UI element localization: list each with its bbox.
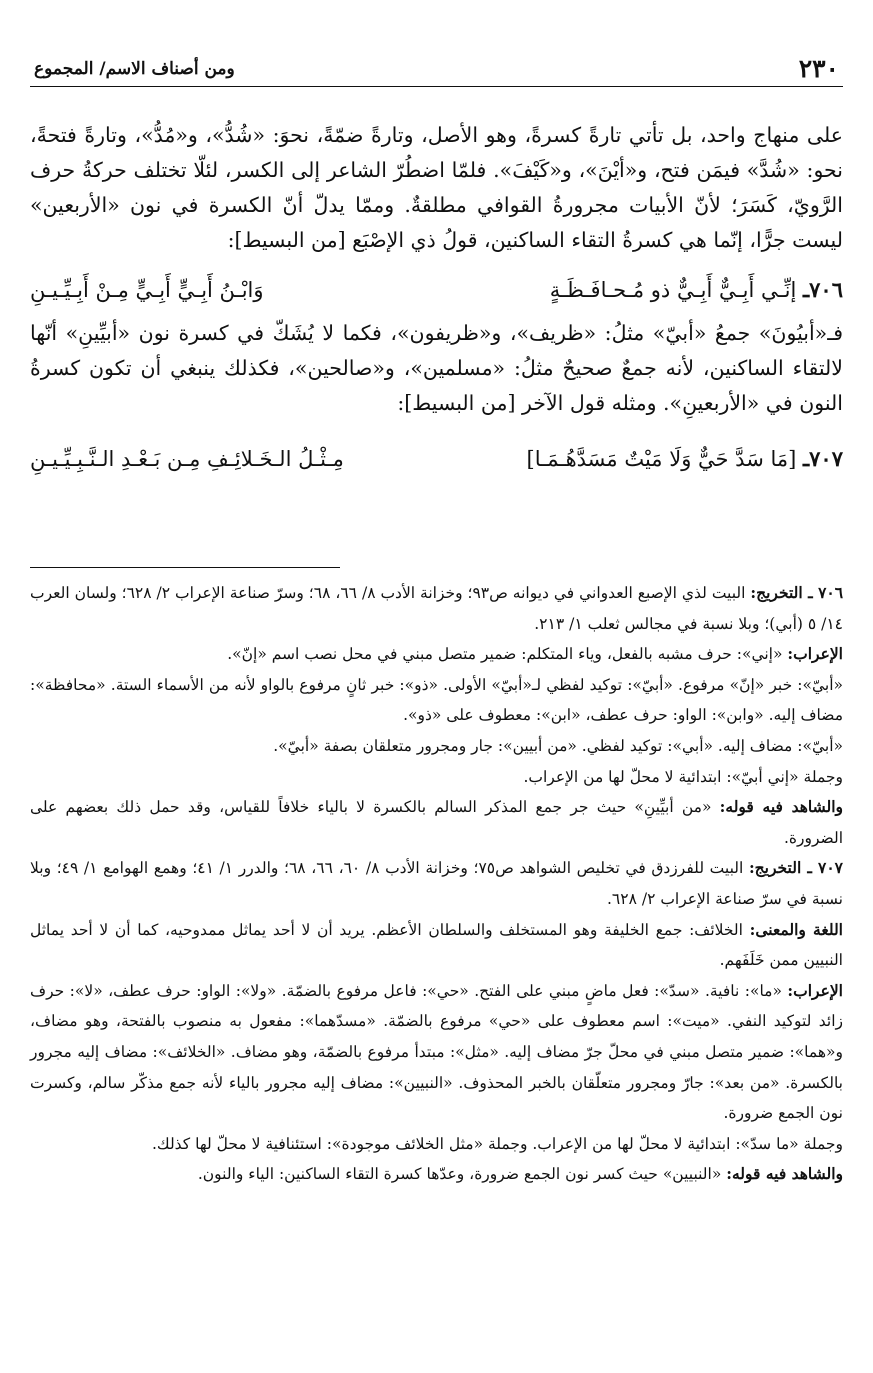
footnote-label: الإعراب: <box>787 644 843 664</box>
running-title: ومن أصناف الاسم/ المجموع <box>34 59 235 79</box>
footnote-text: البيت للفرزدق في تخليص الشواهد ص٧٥؛ وخزانة الأدب ٨/ ٦٠، ٦٦، ٦٨؛ والدرر ١/ ٤١؛ وهمع الهوامع ١/ ٤٩؛ وبلا نسبة في سرّ صناعة الإعراب ٢/ ٦٢٨. <box>30 859 843 908</box>
page-number: ٢٣٠ <box>798 54 839 83</box>
footnotes <box>30 578 843 1190</box>
footnote-text: «ما»: نافية. «سدّ»: فعل ماضٍ مبني على الفتح. «حي»: فاعل مرفوع بالضمّة. «ولا»: الواو: حرف عطف، «لا»: حرف زائد لتوكيد النفي. «ميت»: اسم معطوف على «حي» مرفوع بالضمّة. «مسدّهما»: مفعول به منصوب بالفتحة، وهو مضاف، و«هما»: ضمير متصل مبني في محلّ جرّ مضاف إليه. «مثل»: مبتدأ مرفوع بالضمّة، وهو مضاف. «الخلائف»: مضاف إليه مجرور بالكسرة. «من بعد»: جارّ ومجرور متعلّقان بالخبر المحذوف. «النبيين»: مضاف إليه مجرور بالياء لأنه جمع مذكّر سالم، وكسرت نون الجمع ضرورة. <box>30 981 843 1123</box>
footnote-707-irab-2: وجملة «ما سدّ»: ابتدائية لا محلّ لها من الإعراب. وجملة «مثل الخلائف موجودة»: استئنافية لا محلّ لها كذلك. <box>151 1134 843 1153</box>
footnote-706-irab-2: «أبيّ»: خبر «إنّ» مرفوع. «أبيّ»: توكيد لفظي لـ«أبيّ» الأولى. «ذو»: خبر ثانٍ مرفوع بالواو لأنه من الأسماء الستة. «محافظة»: مضاف إليه. «وابن»: الواو: حرف عطف، «ابن»: معطوف على «ذو». <box>30 675 843 725</box>
footnote-label: والشاهد فيه قوله: <box>719 797 843 817</box>
footnote-label: الإعراب: <box>787 980 843 1000</box>
footnote-706-irab <box>30 639 843 670</box>
footnote-707-lugha <box>30 915 843 976</box>
footnote-text: «من أبيِّينِ» حيث جر جمع المذكر السالم بالكسرة لا بالياء خلافاً للقياس، وقد حمل ذلك بعضهم على الضرورة. <box>30 798 843 847</box>
verse-706-first-half: إنِّـي أَبِـيٌّ أَبِـيٌّ ذو مُـحـافَـظَـةٍ <box>549 278 797 302</box>
footnote-text: «النبيين» حيث كسر نون الجمع ضرورة، وعدّها كسرة التقاء الساكنين: الياء والنون. <box>197 1165 722 1184</box>
footnote-text: البيت لذي الإصبع العدواني في ديوانه ص٩٣؛ وخزانة الأدب ٨/ ٦٦، ٦٨؛ وسرّ صناعة الإعراب ٢/ ٦٢٨؛ ولسان العرب ١٤/ ٥ (أبي)؛ وبلا نسبة في مجالس ثعلب ١/ ٢١٣. <box>30 584 843 633</box>
verse-number-706: ٧٠٦ـ <box>803 277 843 302</box>
footnote-label: اللغة والمعنى: <box>749 919 843 939</box>
verse-706 <box>30 272 843 308</box>
main-paragraph-2: فـ«أبيُونَ» جمعُ «أبيّ» مثلُ: «ظريف»، و«ظريفون»، فكما لا يُشَكّ في كسرة نون «أبيِّينِ» أنّها لالتقاء الساكنين، لأنه جمعٌ صحيحٌ مثلُ: «مسلمين»، و«صالحين»، فكذلك ينبغي أن تكون كسرةُ النون في «الأربعينِ». ومثله قول الآخر [من البسيط]: <box>30 321 843 415</box>
running-header <box>30 52 843 87</box>
footnote-706-shahid <box>30 792 843 853</box>
footnote-separator <box>30 567 340 568</box>
main-text <box>30 118 843 485</box>
footnote-label: والشاهد فيه قوله: <box>726 1164 843 1184</box>
footnote-707-takhrij <box>30 853 843 914</box>
footnote-706-irab-4: وجملة «إني أبيّ»: ابتدائية لا محلّ لها من الإعراب. <box>523 767 843 786</box>
footnote-707-shahid <box>30 1159 843 1190</box>
verse-707-second-half: مِـثْـلُ الـخَـلائِـفِ مِـن بَـعْـدِ الـنَّـبِـيِّـيـنِ <box>30 447 344 471</box>
footnote-label: ٧٠٦ ـ التخريج: <box>750 583 844 602</box>
main-paragraph-1: على منهاج واحد، بل تأتي تارةً كسرةً، وهو الأصل، وتارةً ضمّةً، نحوَ: «شُدُّ»، و«مُدُّ»، وتارةً فتحةً، نحو: «شُدَّ» فيمَن فتح، و«أيْنَ»، و«كَيْفَ». فلمّا اضطُرّ الشاعر إلى الكسر، لئلّا تختلف حركةُ حرف الرَّويّ، كَسَرَ؛ لأنّ الأبيات مجرورةُ القوافي مطلقةٌ. وممّا يدلّ أنّ الكسرة في نون «الأربعين» ليست جرًّا، إنّما هي كسرةُ التقاء الساكنين، قولُ ذي الإصْبَع [من البسيط]: <box>30 123 843 252</box>
footnote-706-takhrij <box>30 578 843 639</box>
footnote-text: الخلائف: جمع الخليفة وهو المستخلف والسلطان الأعظم. يريد أن لا أحد يماثل ممدوحيه، كما أن لا أحد يماثل النبيين ممن خَلَفَهم. <box>30 920 843 970</box>
footnote-707-irab <box>30 976 843 1129</box>
footnote-text: «إني»: حرف مشبه بالفعل، وياء المتكلم: ضمير متصل مبني في محل نصب اسم «إنّ». <box>227 645 783 664</box>
footnote-706-irab-3: «أبيّ»: مضاف إليه. «أبي»: توكيد لفظي. «من أبيين»: جار ومجرور متعلقان بصفة «أبيّ». <box>273 736 843 755</box>
verse-706-second-half: وَابْـنُ أَبِـيٍّ أَبِـيٍّ مِـنْ أَبِـيِّـيـنِ <box>30 278 264 302</box>
book-page <box>30 0 843 1373</box>
verse-707-first-half: [مَا سَدَّ حَيٌّ وَلَا مَيْتٌ مَسَدَّهُـمَـا] <box>526 447 797 471</box>
footnote-label: ٧٠٧ ـ التخريج: <box>748 858 844 878</box>
verse-number-707: ٧٠٧ـ <box>803 446 843 471</box>
verse-707 <box>30 441 843 477</box>
